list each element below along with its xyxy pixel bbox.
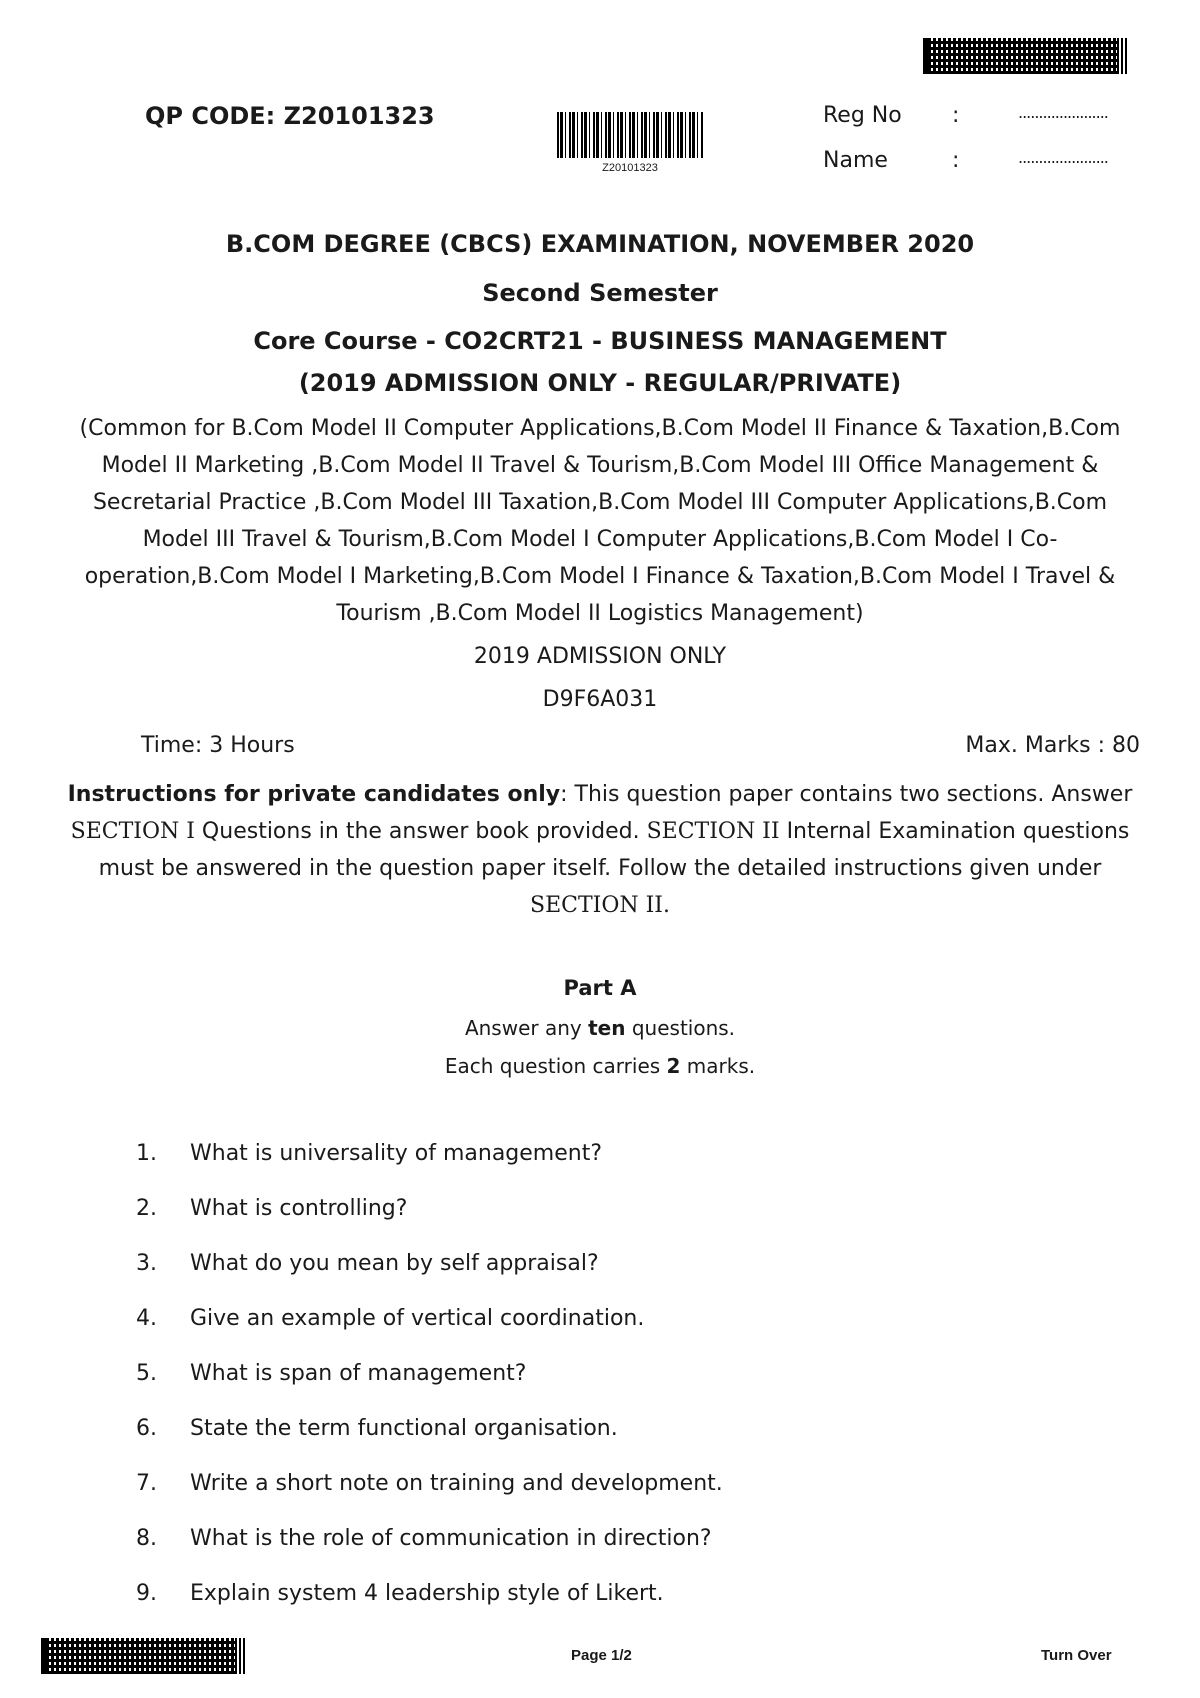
exam-title: B.COM DEGREE (CBCS) EXAMINATION, NOVEMBER 2020 xyxy=(225,230,975,258)
part-a-emphasis: 2 xyxy=(666,1054,681,1078)
instructions-text: Questions in the answer book provided. xyxy=(194,819,647,844)
question-number: 3. xyxy=(136,1251,157,1276)
question-number: 5. xyxy=(136,1361,157,1386)
common-line: Model III Travel & Tourism,B.Com Model I Computer Applications,B.Com Model I Co- xyxy=(142,527,1058,552)
question-number: 8. xyxy=(136,1526,157,1551)
question-text: Write a short note on training and development. xyxy=(190,1471,723,1496)
semester: Second Semester xyxy=(482,279,718,307)
common-for-paragraph xyxy=(0,410,1200,632)
question-text: Explain system 4 leadership style of Likert. xyxy=(190,1581,664,1606)
common-line: operation,B.Com Model I Marketing,B.Com Model I Finance & Taxation,B.Com Model I Travel & xyxy=(84,564,1116,589)
common-line: Model II Marketing ,B.Com Model II Travel & Tourism,B.Com Model III Office Management & xyxy=(101,453,1099,478)
question-text: What is the role of communication in direction? xyxy=(190,1526,712,1551)
common-line: (Common for B.Com Model II Computer Applications,B.Com Model II Finance & Taxation,B.Com xyxy=(79,416,1121,441)
part-a-text: Each question carries xyxy=(444,1054,667,1078)
section-2-ref: SECTION II xyxy=(646,819,780,844)
top-right-2d-barcode xyxy=(923,38,1129,74)
part-a-emphasis: ten xyxy=(588,1016,626,1040)
reg-no-label: Reg No xyxy=(823,103,902,128)
question-number: 2. xyxy=(136,1196,157,1221)
question-number: 9. xyxy=(136,1581,157,1606)
part-a-text: questions. xyxy=(625,1016,736,1040)
question-text: Give an example of vertical coordination. xyxy=(190,1306,645,1331)
question-text: What is universality of management? xyxy=(190,1141,603,1166)
name-label: Name xyxy=(823,148,888,173)
part-a-text: Answer any xyxy=(464,1016,589,1040)
question-text: State the term functional organisation. xyxy=(190,1416,618,1441)
question-number: 7. xyxy=(136,1471,157,1496)
turn-over: Turn Over xyxy=(1041,1647,1112,1664)
instructions-line-4: SECTION II. xyxy=(530,893,670,918)
question-number: 4. xyxy=(136,1306,157,1331)
max-marks: Max. Marks : 80 xyxy=(965,733,1140,758)
question-text: What is controlling? xyxy=(190,1196,408,1221)
instructions xyxy=(0,776,1200,924)
common-line: Tourism ,B.Com Model II Logistics Management) xyxy=(336,601,864,626)
course-title: Core Course - CO2CRT21 - BUSINESS MANAGEMENT xyxy=(253,327,947,355)
instructions-lead: Instructions for private candidates only xyxy=(67,782,561,807)
part-a-title: Part A xyxy=(563,976,637,1000)
instructions-line-3: must be answered in the question paper itself. Follow the detailed instructions given under xyxy=(98,856,1102,881)
part-a-text: marks. xyxy=(680,1054,756,1078)
instructions-text: : This question paper contains two sections. Answer xyxy=(560,782,1133,807)
name-colon: : xyxy=(952,148,960,173)
part-a-marks xyxy=(0,1054,1200,1078)
reg-no-colon: : xyxy=(952,103,960,128)
reg-no-field[interactable]: ...................... xyxy=(1018,103,1108,122)
part-a-instruction xyxy=(0,1016,1200,1040)
admission-line: (2019 ADMISSION ONLY - REGULAR/PRIVATE) xyxy=(298,369,902,397)
page-number: Page 1/2 xyxy=(571,1647,632,1664)
common-line: Secretarial Practice ,B.Com Model III Taxation,B.Com Model III Computer Applications,B.Com xyxy=(92,490,1108,515)
name-field[interactable]: ...................... xyxy=(1018,148,1108,167)
section-1-ref: SECTION I xyxy=(70,819,195,844)
instructions-line-1 xyxy=(0,776,1200,813)
bottom-left-2d-barcode xyxy=(41,1638,247,1674)
question-number: 6. xyxy=(136,1416,157,1441)
admission-only: 2019 ADMISSION ONLY xyxy=(473,644,727,669)
qp-code: QP CODE: Z20101323 xyxy=(145,102,435,130)
instructions-text: Internal Examination questions xyxy=(779,819,1130,844)
qp-barcode xyxy=(557,112,703,158)
question-text: What do you mean by self appraisal? xyxy=(190,1251,599,1276)
question-number: 1. xyxy=(136,1141,157,1166)
instructions-line-2 xyxy=(0,813,1200,850)
paper-code: D9F6A031 xyxy=(542,687,658,712)
question-text: What is span of management? xyxy=(190,1361,527,1386)
time-allowed: Time: 3 Hours xyxy=(141,733,295,758)
barcode-caption: Z20101323 xyxy=(602,162,658,174)
